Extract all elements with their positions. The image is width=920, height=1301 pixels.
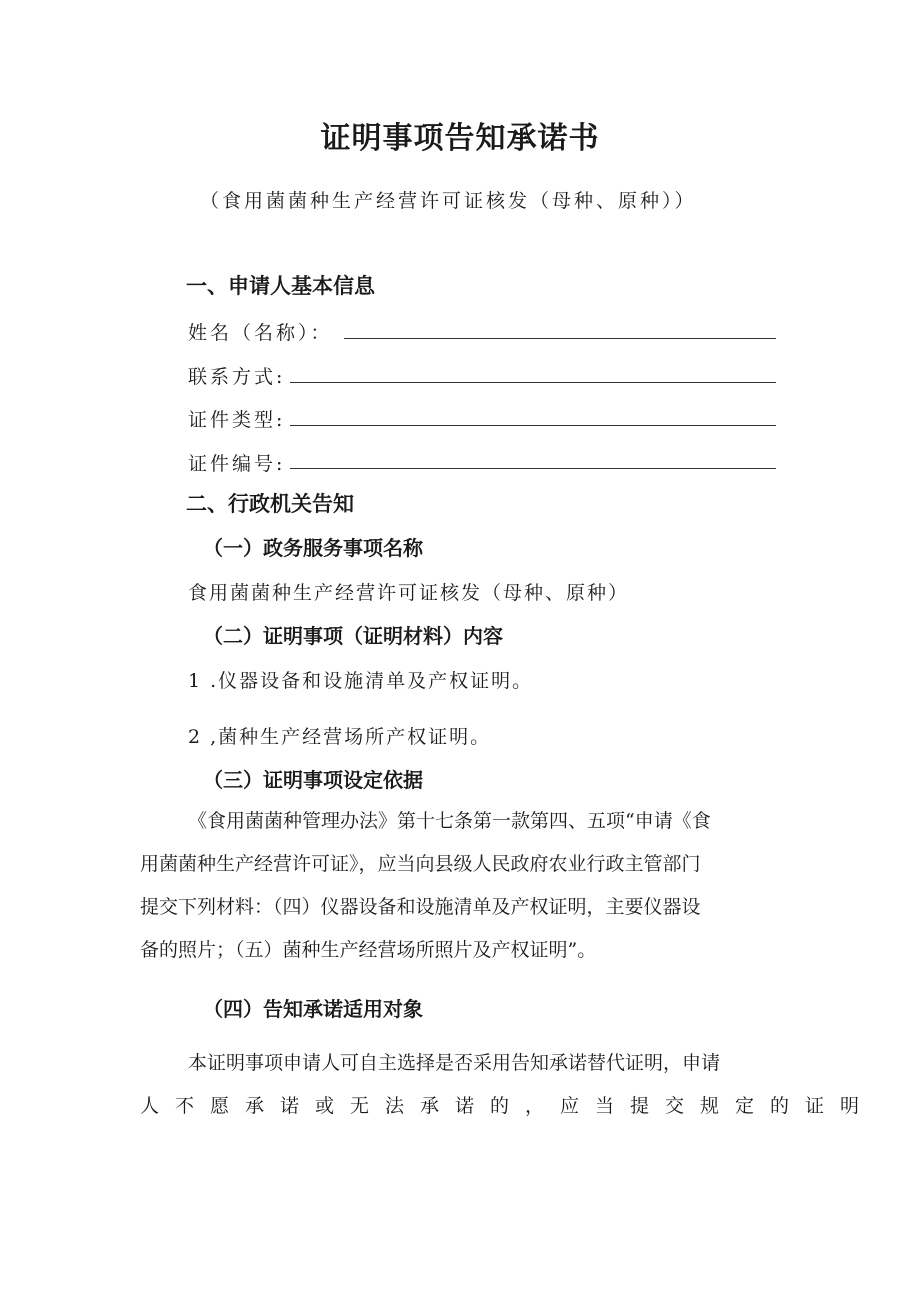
field-label-id-type: 证件类型:	[188, 409, 286, 431]
list-item: 1 .仪器设备和设施清单及产权证明。	[188, 670, 534, 692]
paragraph-line: 提交下列材料：（四）仪器设备和设施清单及产权证明，主要仪器设	[140, 896, 701, 918]
field-input-contact[interactable]	[290, 382, 776, 383]
field-input-id-number[interactable]	[290, 468, 776, 469]
subsection-3-heading: （三）证明事项设定依据	[203, 768, 423, 792]
list-item: 2 ,菌种生产经营场所产权证明。	[188, 726, 492, 748]
paragraph-line: 用菌菌种生产经营许可证》，应当向县级人民政府农业行政主管部门	[140, 853, 701, 875]
legal-basis-paragraph	[140, 800, 785, 972]
subsection-4-heading: （四）告知承诺适用对象	[203, 997, 423, 1021]
field-input-name[interactable]	[344, 338, 776, 339]
section-2-heading: 二、行政机关告知	[186, 492, 354, 516]
paragraph-line: 《食用菌菌种管理办法》第十七条第一款第四、五项“申请《食	[188, 810, 711, 832]
section-1-heading: 一、申请人基本信息	[186, 274, 375, 298]
service-item-name: 食用菌菌种生产经营许可证核发（母种、原种）	[188, 582, 630, 604]
subsection-2-heading: （二）证明事项（证明材料）内容	[203, 624, 503, 648]
field-input-id-type[interactable]	[290, 425, 776, 426]
field-label-name: 姓名（名称）：	[188, 322, 333, 344]
paragraph-line: 人不愿承诺或无法承诺的，应当提交规定的证明	[140, 1095, 876, 1117]
paragraph-line: 备的照片；（五）菌种生产经营场所照片及产权证明”。	[140, 939, 597, 961]
document-subtitle: （食用菌菌种生产经营许可证核发（母种、原种））	[200, 190, 697, 212]
document-title: 证明事项告知承诺书	[320, 121, 600, 156]
subsection-1-heading: （一）政务服务事项名称	[203, 536, 423, 560]
field-label-id-number: 证件编号:	[188, 453, 286, 475]
paragraph-line: 本证明事项申请人可自主选择是否采用告知承诺替代证明，申请	[188, 1052, 721, 1074]
field-label-contact: 联系方式:	[188, 366, 286, 388]
applicability-paragraph	[140, 1042, 876, 1128]
